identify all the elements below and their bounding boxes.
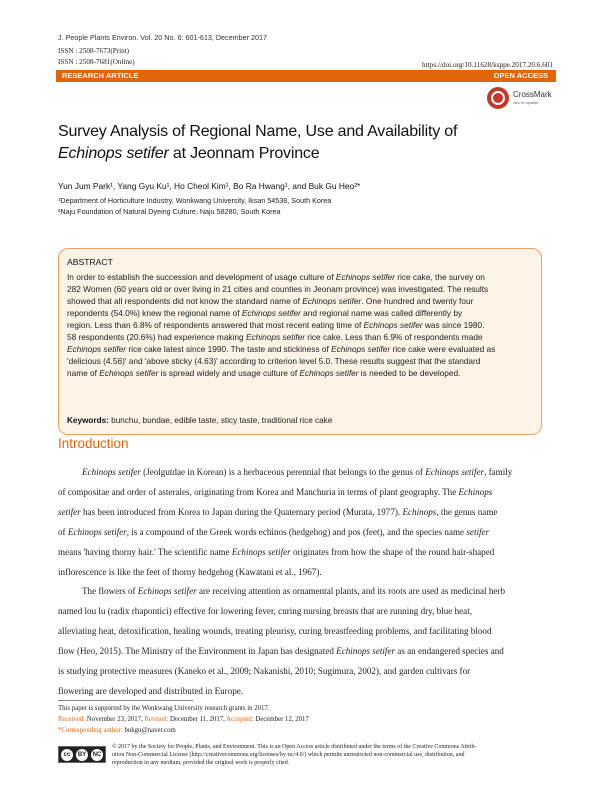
keywords (67, 416, 332, 425)
doi-link[interactable]: https://doi.org/10.11628/ksppe.2017.20.6.601 (422, 61, 553, 69)
footnote-divider (58, 700, 193, 701)
revised-label: Revised: (144, 716, 169, 723)
abstract-line: 'delicious (4.56)' and 'above sticky (4.63)' according to criterion level 5.0. These results suggest that the standard (67, 356, 481, 366)
body-line: The flowers of Echinops setifer are receiving attention as ornamental plants, and its roots are used as medicinal herb (82, 586, 505, 596)
journal-citation: J. People Plants Environ. Vol. 20 No. 6: 601-613, December 2017 (58, 33, 267, 42)
revised-date: December 11, 2017, (168, 716, 227, 723)
title-line-1: Survey Analysis of Regional Name, Use and Availability of (58, 123, 458, 140)
crossmark-label: CrossMark (513, 90, 552, 99)
corresponding-note (58, 727, 176, 734)
nc-icon: NC (91, 749, 103, 761)
abstract-line: showed that all respondents did not know the standard name of Echinops setifer. One hundred and twenty four (67, 296, 474, 306)
crossmark-badge[interactable] (487, 87, 559, 113)
issn-print: ISSN : 2508-7673(Print) (58, 47, 130, 55)
body-line: of compositae and order of asterales, originating from Korea and Manchuria in terms of plant geography. The Echinops (58, 487, 493, 497)
body-line: flow (Heo, 2015). The Ministry of the Environment in Japan has designated Echinops setifer as an endangered species and (58, 646, 504, 656)
abstract-line: 282 Women (60 years old or over living in 21 cities and counties in Jeonam province) was investigated. The results (67, 284, 489, 294)
corresponding-email[interactable]: bukgu@naver.com (122, 727, 176, 734)
abstract-heading: ABSTRACT (67, 257, 113, 267)
cc-icon: cc (61, 749, 73, 761)
cc-license-badge[interactable] (58, 746, 106, 763)
license-line: ution Non-Commercial License (http://creativecommons.org/licenses/by-nc/4.0/) which permits unrestricted non-commercial use, distribution, and (112, 752, 465, 758)
license-line: reproduction in any medium, provided the original work is properly cited. (112, 760, 290, 766)
received-label: Received: (58, 716, 86, 723)
open-access-label: OPEN ACCESS (493, 71, 548, 80)
accepted-label: Accepted: (226, 716, 254, 723)
title-species: Echinops setifer (58, 145, 169, 162)
title-line-2 (58, 143, 538, 165)
received-date: November 23, 2017, (85, 716, 145, 723)
keywords-label: Keywords: (67, 416, 109, 425)
abstract-line: repondents (54.0%) knew the regional name of Echinops setifer and regional name was called differently by (67, 308, 463, 318)
crossmark-icon (487, 87, 509, 109)
body-line: Echinops setifer (Jeolgutdae in Korean) is a herbaceous perennial that belongs to the genus of Echinops setifer, family (82, 467, 513, 477)
body-line: named lou lu (radix rhapontici) effective for lowering fever, curing nursing breasts that are running dry, blue heat, (58, 606, 473, 616)
license-line: © 2017 by the Society for People, Plants, and Environment. This is an Open Access article distributed under the terms of the Creative Commons Attrib- (112, 744, 477, 750)
corresponding-label: *Corresponding author: (58, 727, 123, 734)
introduction-heading: Introduction (58, 436, 129, 451)
abstract-line: Echinops setifer rice cake latest since 1990. The taste and stickiness of Echinops setifer rice cake were evaluated as (67, 344, 496, 354)
by-icon: BY (76, 749, 88, 761)
crossmark-sublabel: click for updates (513, 101, 539, 105)
body-line: of Echinops setifer, is a compound of the Greek words echinos (hedgehog) and pos (feet), and the species name setifer (58, 527, 490, 537)
body-line: is studying protective measures (Kaneko et al., 2009; Nakanishi, 2010; Sugimura, 2002), and garden cultivars for (58, 666, 471, 676)
abstract-line: In order to establish the succession and development of usage culture of Echinops setifer rice cake, the survey on (67, 272, 485, 282)
abstract-line: name of Echinops setifer is spread widely and usage culture of Echinops setifer is needed to be developed. (67, 368, 461, 378)
accepted-date: December 12, 2017 (253, 716, 309, 723)
keywords-list: bunchu, bundae, edible taste, sticy taste, traditional rice cake (108, 416, 333, 425)
body-line: means 'having thorny hair.' The scientific name Echinops setifer originates from how the shape of the round hair-shaped (58, 547, 495, 557)
issn-online: ISSN : 2508-7681(Online) (58, 58, 135, 66)
author-list: Yun Jum Park¹, Yang Gyu Ku¹, Ho Cheol Kim¹, Bo Ra Hwang¹, and Buk Gu Heo²* (58, 181, 361, 191)
body-line: flowering are developed and distributed in Europe. (58, 686, 244, 696)
abstract-line: region. Less than 6.8% of respondents answered that most recent eating time of Echinops setifer was since 1980. (67, 320, 485, 330)
body-line: inflorescence is like the feet of thorny hedgehog (Kawatani et al., 1967). (58, 567, 322, 577)
body-line: setifer has been introduced from Korea to Japan during the Quaternary period (Murata, 1977). Echinops, the genus name (58, 507, 498, 517)
paper-title (58, 121, 538, 165)
article-type-label: RESEARCH ARTICLE (62, 71, 139, 80)
title-rest: at Jeonnam Province (168, 145, 320, 162)
abstract-line: 58 respondents (20.6%) had experience making Echinops setifer rice cake. Less than 6.9% of respondents made (67, 332, 483, 342)
affiliation-1: ¹Department of Horticulture Industry, Wonkwang University, Iksan 54538, South Korea (58, 196, 332, 205)
body-line: alleviating heat, detoxification, healing wounds, treating pleurisy, curing breastfeeding problems, and facilitating blood (58, 626, 492, 636)
dates-note (58, 716, 309, 723)
article-type-bar (56, 70, 556, 82)
funding-note: This paper is supported by the Wonkwang University research grants in 2017. (58, 705, 270, 712)
affiliation-2: ²Naju Foundation of Natural Dyeing Culture, Naju 58280, South Korea (58, 207, 281, 216)
